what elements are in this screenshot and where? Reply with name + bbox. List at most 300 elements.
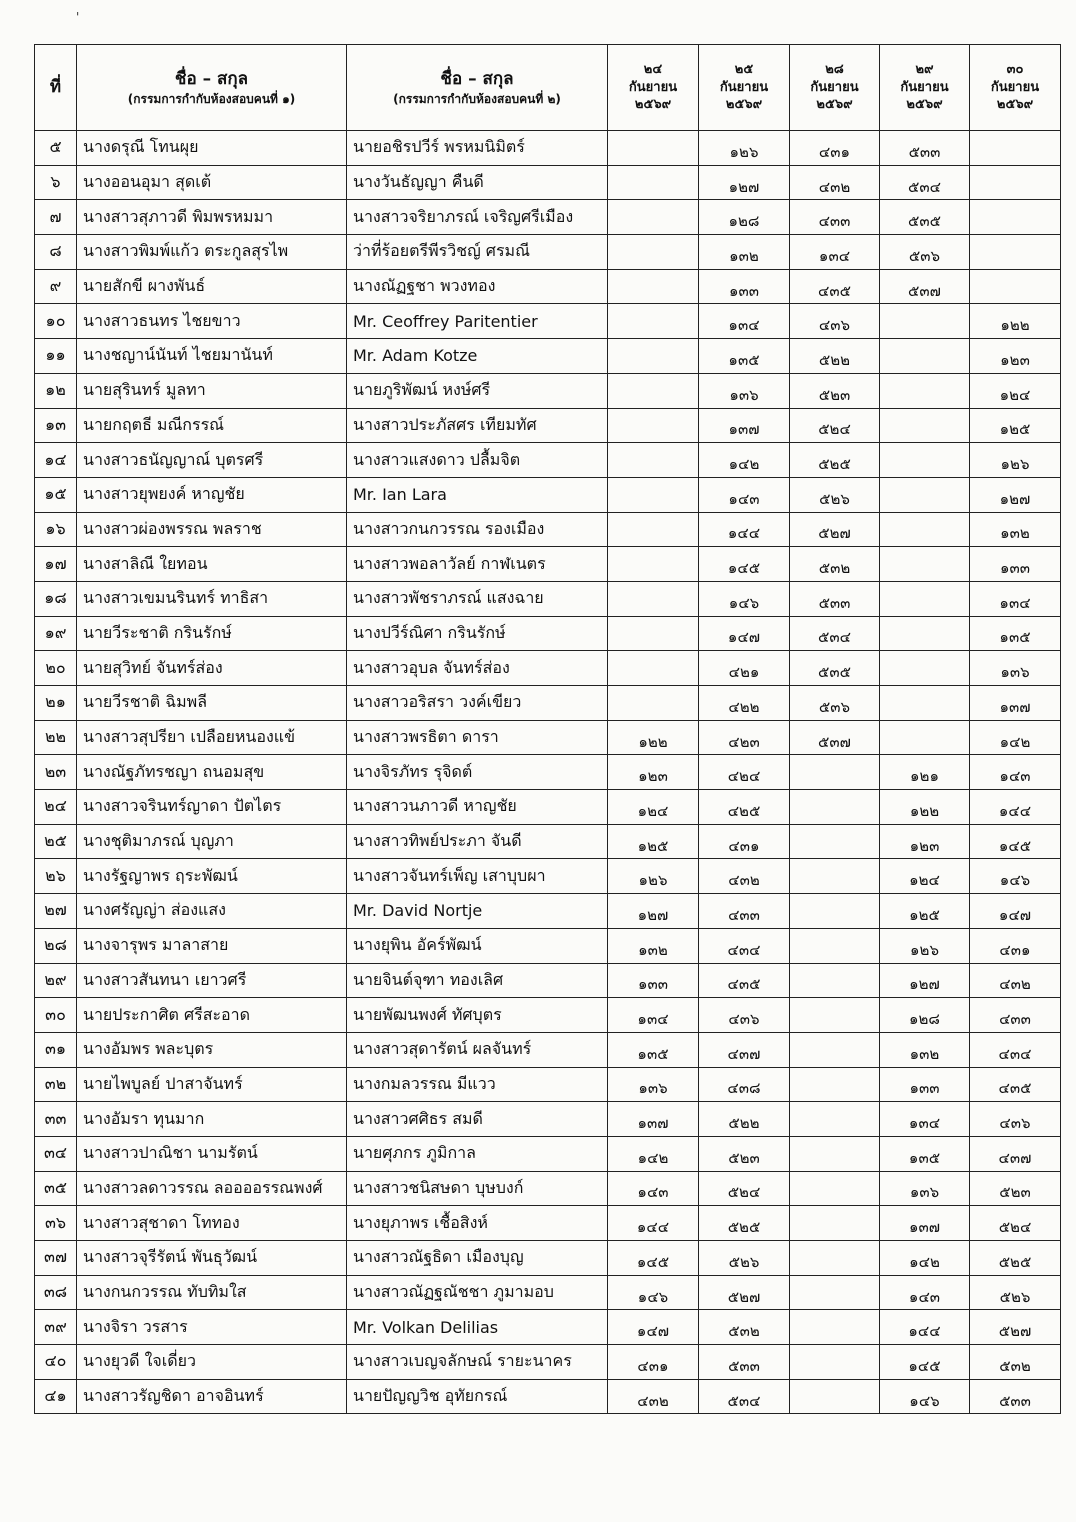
- room-number-day-3: [790, 1171, 880, 1206]
- room-number-day-4: ๑๒๑: [880, 755, 970, 790]
- room-number-day-4: [880, 304, 970, 339]
- row-number: ๒๙: [35, 963, 77, 998]
- proctor-2-name: ว่าที่ร้อยตรีพีรวิชญ์ ศรมณี: [347, 235, 608, 270]
- room-number-day-2: ๑๔๗: [699, 616, 790, 651]
- room-number-day-3: [790, 894, 880, 929]
- row-number: ๓๓: [35, 1102, 77, 1137]
- room-number-day-2: ๔๓๔: [699, 928, 790, 963]
- room-number-day-4: ๕๓๓: [880, 131, 970, 166]
- row-number: ๔๑: [35, 1379, 77, 1414]
- room-number-day-2: ๑๓๒: [699, 235, 790, 270]
- room-number-day-5: ๔๓๒: [970, 963, 1061, 998]
- proctor-1-name: นางสาวผ่องพรรณ พลราช: [77, 512, 347, 547]
- room-number-day-4: [880, 373, 970, 408]
- room-number-day-4: ๑๓๓: [880, 1067, 970, 1102]
- proctor-2-name: นางสาวพอลาวัลย์ กาฬเนตร: [347, 547, 608, 582]
- room-number-day-3: [790, 755, 880, 790]
- proctor-1-name: นางสาวสันทนา เยาวศรี: [77, 963, 347, 998]
- table-row: [35, 1032, 1061, 1067]
- room-number-day-2: ๕๒๔: [699, 1171, 790, 1206]
- row-number: ๑๕: [35, 477, 77, 512]
- proctor-2-name: นางสาวอุบล จันทร์ส่อง: [347, 651, 608, 686]
- table-row: [35, 131, 1061, 166]
- row-number: ๒๔: [35, 790, 77, 825]
- header-date-29: ๒๙ กันยายน ๒๕๖๙: [880, 45, 970, 131]
- proctor-1-name: นายสักขี ผางพันธ์: [77, 269, 347, 304]
- proctor-2-name: นางกมลวรรณ มีแวว: [347, 1067, 608, 1102]
- room-number-day-4: ๑๒๗: [880, 963, 970, 998]
- room-number-day-1: ๑๓๔: [608, 998, 699, 1033]
- proctor-2-name: นางสาวกนกวรรณ รองเมือง: [347, 512, 608, 547]
- proctor-2-name: นางยุพิน อัคร์พัฒน์: [347, 928, 608, 963]
- table-row: [35, 790, 1061, 825]
- room-number-day-4: [880, 651, 970, 686]
- room-number-day-3: ๕๓๖: [790, 686, 880, 721]
- row-number: ๙: [35, 269, 77, 304]
- row-number: ๓๐: [35, 998, 77, 1033]
- proctor-1-name: นางสาวธนัญญาณ์ บุตรศรี: [77, 443, 347, 478]
- table-row: [35, 963, 1061, 998]
- room-number-day-2: ๑๔๕: [699, 547, 790, 582]
- row-number: ๓๙: [35, 1310, 77, 1345]
- table-row: [35, 165, 1061, 200]
- row-number: ๑๔: [35, 443, 77, 478]
- proctor-1-name: นางสาวสุปรียา เปลือยหนองแข้: [77, 720, 347, 755]
- room-number-day-1: [608, 581, 699, 616]
- proctor-2-name: นายศุภกร ภูมิกาล: [347, 1136, 608, 1171]
- row-number: ๑๑: [35, 339, 77, 374]
- room-number-day-4: [880, 686, 970, 721]
- room-number-day-3: ๔๓๑: [790, 131, 880, 166]
- row-number: ๔๐: [35, 1345, 77, 1380]
- room-number-day-1: [608, 269, 699, 304]
- room-number-day-4: [880, 443, 970, 478]
- proctor-1-name: นางอัมรา ทุนมาก: [77, 1102, 347, 1137]
- row-number: ๕: [35, 131, 77, 166]
- proctor-1-name: นางสาวพิมพ์แก้ว ตระกูลสุรไพ: [77, 235, 347, 270]
- table-row: [35, 928, 1061, 963]
- table-row: [35, 477, 1061, 512]
- room-number-day-3: ๔๓๓: [790, 200, 880, 235]
- room-number-day-5: ๔๓๔: [970, 1032, 1061, 1067]
- room-number-day-3: ๕๓๒: [790, 547, 880, 582]
- room-number-day-4: [880, 477, 970, 512]
- room-number-day-5: ๕๒๕: [970, 1241, 1061, 1276]
- row-number: ๓๕: [35, 1171, 77, 1206]
- header-date-28: ๒๘ กันยายน ๒๕๖๙: [790, 45, 880, 131]
- room-number-day-1: [608, 131, 699, 166]
- proctor-1-name: นายวีรชาติ ฉิมพลี: [77, 686, 347, 721]
- row-number: ๒๖: [35, 859, 77, 894]
- table-header-row: [35, 45, 1061, 131]
- room-number-day-5: [970, 131, 1061, 166]
- table-row: [35, 859, 1061, 894]
- proctor-1-name: นายประกาศิต ศรีสะอาด: [77, 998, 347, 1033]
- room-number-day-2: ๔๒๒: [699, 686, 790, 721]
- room-number-day-4: [880, 339, 970, 374]
- room-number-day-2: ๔๓๗: [699, 1032, 790, 1067]
- proctor-2-name: นางสาวนภาวดี หาญชัย: [347, 790, 608, 825]
- room-number-day-4: ๑๓๗: [880, 1206, 970, 1241]
- room-number-day-3: ๕๓๗: [790, 720, 880, 755]
- header-date-30: ๓๐ กันยายน ๒๕๖๙: [970, 45, 1061, 131]
- proctor-1-name: นางยุวดี ใจเดี่ยว: [77, 1345, 347, 1380]
- room-number-day-3: ๔๓๕: [790, 269, 880, 304]
- room-number-day-3: ๕๒๒: [790, 339, 880, 374]
- proctor-2-name: Mr. Ceoffrey Paritentier: [347, 304, 608, 339]
- header-date-25: ๒๕ กันยายน ๒๕๖๙: [699, 45, 790, 131]
- room-number-day-1: ๑๓๖: [608, 1067, 699, 1102]
- proctor-1-name: นางสาวจรินทร์ญาดา ปัตไตร: [77, 790, 347, 825]
- room-number-day-2: ๔๒๔: [699, 755, 790, 790]
- header-name-2: ชื่อ – สกุล (กรรมการกำกับห้องสอบคนที่ ๒): [347, 45, 608, 131]
- room-number-day-3: [790, 963, 880, 998]
- room-number-day-4: ๑๔๕: [880, 1345, 970, 1380]
- room-number-day-5: ๑๔๓: [970, 755, 1061, 790]
- room-number-day-2: ๑๓๕: [699, 339, 790, 374]
- row-number: ๑๐: [35, 304, 77, 339]
- room-number-day-5: ๑๒๔: [970, 373, 1061, 408]
- proctor-2-name: นางสาวอริสรา วงค์เขียว: [347, 686, 608, 721]
- room-number-day-3: ๕๒๔: [790, 408, 880, 443]
- room-number-day-3: [790, 824, 880, 859]
- proctor-1-name: นางศรัญญ่า ส่องแสง: [77, 894, 347, 929]
- room-number-day-5: ๑๓๔: [970, 581, 1061, 616]
- room-number-day-1: [608, 200, 699, 235]
- room-number-day-3: [790, 1067, 880, 1102]
- table-row: [35, 824, 1061, 859]
- room-number-day-3: [790, 998, 880, 1033]
- row-number: ๓๖: [35, 1206, 77, 1241]
- room-number-day-3: [790, 1310, 880, 1345]
- proctor-1-name: นางสาลิณี ใยทอน: [77, 547, 347, 582]
- proctor-2-name: นางสาวสุดารัตน์ ผลจันทร์: [347, 1032, 608, 1067]
- room-number-day-4: [880, 720, 970, 755]
- room-number-day-1: ๑๔๒: [608, 1136, 699, 1171]
- table-row: [35, 235, 1061, 270]
- row-number: ๑๘: [35, 581, 77, 616]
- table-row: [35, 755, 1061, 790]
- table-row: [35, 1345, 1061, 1380]
- room-number-day-5: [970, 200, 1061, 235]
- room-number-day-2: ๔๒๑: [699, 651, 790, 686]
- room-number-day-4: ๑๔๒: [880, 1241, 970, 1276]
- room-number-day-4: ๑๒๓: [880, 824, 970, 859]
- room-number-day-1: [608, 235, 699, 270]
- room-number-day-4: ๑๒๖: [880, 928, 970, 963]
- table-row: [35, 1206, 1061, 1241]
- proctor-1-name: นางออนอุมา สุดเต้: [77, 165, 347, 200]
- room-number-day-2: ๔๓๘: [699, 1067, 790, 1102]
- proctor-2-name: นางสาวเบญจลักษณ์ รายะนาคร: [347, 1345, 608, 1380]
- room-number-day-5: ๑๒๗: [970, 477, 1061, 512]
- room-number-day-3: [790, 928, 880, 963]
- proctor-2-name: นางสาวจริยาภรณ์ เจริญศรีเมือง: [347, 200, 608, 235]
- room-number-day-2: ๕๒๗: [699, 1275, 790, 1310]
- table-row: [35, 373, 1061, 408]
- proctor-2-name: นายปัญญวิช อุทัยกรณ์: [347, 1379, 608, 1414]
- room-number-day-1: ๔๓๒: [608, 1379, 699, 1414]
- proctor-1-name: นางชุติมาภรณ์ บุญภา: [77, 824, 347, 859]
- proctor-1-name: นางสาวสุภาวดี พิมพรหมมา: [77, 200, 347, 235]
- room-number-day-5: ๑๔๗: [970, 894, 1061, 929]
- table-row: [35, 1379, 1061, 1414]
- room-number-day-3: ๕๓๓: [790, 581, 880, 616]
- row-number: ๗: [35, 200, 77, 235]
- room-number-day-5: ๔๓๕: [970, 1067, 1061, 1102]
- room-number-day-3: [790, 1345, 880, 1380]
- room-number-day-1: [608, 408, 699, 443]
- proctor-1-name: นายสุวิทย์ จันทร์ส่อง: [77, 651, 347, 686]
- room-number-day-4: [880, 616, 970, 651]
- room-number-day-1: ๑๒๕: [608, 824, 699, 859]
- proctor-1-name: นางอัมพร พละบุตร: [77, 1032, 347, 1067]
- room-number-day-1: ๑๔๔: [608, 1206, 699, 1241]
- header-date-24: ๒๔ กันยายน ๒๕๖๙: [608, 45, 699, 131]
- room-number-day-5: ๕๒๓: [970, 1171, 1061, 1206]
- room-number-day-1: [608, 512, 699, 547]
- room-number-day-1: [608, 304, 699, 339]
- scan-speck: ': [76, 10, 80, 24]
- proctor-1-name: นางสาวธนทร ไชยขาว: [77, 304, 347, 339]
- room-number-day-4: ๕๓๔: [880, 165, 970, 200]
- room-number-day-5: ๑๔๒: [970, 720, 1061, 755]
- room-number-day-4: ๑๔๔: [880, 1310, 970, 1345]
- room-number-day-3: [790, 1032, 880, 1067]
- room-number-day-5: ๔๓๖: [970, 1102, 1061, 1137]
- room-number-day-2: ๑๒๖: [699, 131, 790, 166]
- room-number-day-5: ๑๒๒: [970, 304, 1061, 339]
- room-number-day-5: ๑๒๖: [970, 443, 1061, 478]
- room-number-day-5: ๕๒๖: [970, 1275, 1061, 1310]
- room-number-day-1: [608, 477, 699, 512]
- exam-proctor-schedule-table: [34, 44, 1061, 1414]
- room-number-day-1: [608, 373, 699, 408]
- proctor-2-name: นายภูริพัฒน์ หงษ์ศรี: [347, 373, 608, 408]
- proctor-1-name: นางสาวลดาวรรณ ลออออรรณพงศ์: [77, 1171, 347, 1206]
- proctor-1-name: นางกนกวรรณ ทับทิมใส: [77, 1275, 347, 1310]
- row-number: ๓๒: [35, 1067, 77, 1102]
- proctor-1-name: นางสาวเขมนรินทร์ ทาธิสา: [77, 581, 347, 616]
- room-number-day-3: [790, 1206, 880, 1241]
- room-number-day-1: ๑๒๔: [608, 790, 699, 825]
- room-number-day-2: ๕๒๕: [699, 1206, 790, 1241]
- proctor-1-name: นางสาวรัญชิดา อาจอินทร์: [77, 1379, 347, 1414]
- room-number-day-3: [790, 1275, 880, 1310]
- proctor-2-name: นางสาวพัชราภรณ์ แสงฉาย: [347, 581, 608, 616]
- table-body: [35, 131, 1061, 1414]
- room-number-day-3: ๕๓๔: [790, 616, 880, 651]
- proctor-1-name: นางสาวปาณิชา นามรัตน์: [77, 1136, 347, 1171]
- room-number-day-4: ๑๓๔: [880, 1102, 970, 1137]
- row-number: ๒๗: [35, 894, 77, 929]
- room-number-day-2: ๔๓๒: [699, 859, 790, 894]
- table-row: [35, 304, 1061, 339]
- room-number-day-5: ๑๔๖: [970, 859, 1061, 894]
- table-row: [35, 998, 1061, 1033]
- table-row: [35, 512, 1061, 547]
- row-number: ๒๒: [35, 720, 77, 755]
- room-number-day-1: ๑๒๖: [608, 859, 699, 894]
- room-number-day-1: [608, 165, 699, 200]
- room-number-day-1: ๑๓๗: [608, 1102, 699, 1137]
- table-row: [35, 720, 1061, 755]
- table-row: [35, 1067, 1061, 1102]
- row-number: ๑๓: [35, 408, 77, 443]
- table-row: [35, 443, 1061, 478]
- proctor-2-name: Mr. David Nortje: [347, 894, 608, 929]
- proctor-2-name: นายอชิรปวีร์ พรหมนิมิตร์: [347, 131, 608, 166]
- proctor-1-name: นายกฤตธี มณีกรรณ์: [77, 408, 347, 443]
- room-number-day-4: [880, 408, 970, 443]
- proctor-1-name: นางณัฐภัทรชญา ถนอมสุข: [77, 755, 347, 790]
- proctor-2-name: Mr. Adam Kotze: [347, 339, 608, 374]
- proctor-2-name: นางวันธัญญา คืนดี: [347, 165, 608, 200]
- table-row: [35, 1171, 1061, 1206]
- proctor-2-name: นางสาวแสงดาว ปลื้มจิต: [347, 443, 608, 478]
- room-number-day-3: ๕๓๕: [790, 651, 880, 686]
- room-number-day-2: ๔๓๓: [699, 894, 790, 929]
- proctor-1-name: นางสาวจุรีรัตน์ พันธุวัฒน์: [77, 1241, 347, 1276]
- room-number-day-2: ๕๓๓: [699, 1345, 790, 1380]
- room-number-day-1: ๑๒๓: [608, 755, 699, 790]
- header-name-1: ชื่อ – สกุล (กรรมการกำกับห้องสอบคนที่ ๑): [77, 45, 347, 131]
- proctor-2-name: นางสาวจันทร์เพ็ญ เสาบุบผา: [347, 859, 608, 894]
- room-number-day-2: ๑๓๓: [699, 269, 790, 304]
- row-number: ๒๓: [35, 755, 77, 790]
- row-number: ๒๐: [35, 651, 77, 686]
- row-number: ๑๗: [35, 547, 77, 582]
- room-number-day-2: ๑๓๗: [699, 408, 790, 443]
- room-number-day-3: [790, 1379, 880, 1414]
- header-no: ที่: [35, 45, 77, 131]
- room-number-day-4: ๑๒๕: [880, 894, 970, 929]
- room-number-day-1: ๑๒๒: [608, 720, 699, 755]
- room-number-day-4: ๑๒๔: [880, 859, 970, 894]
- room-number-day-5: ๑๓๓: [970, 547, 1061, 582]
- proctor-2-name: นางณัฏฐชา พวงทอง: [347, 269, 608, 304]
- room-number-day-1: ๑๒๗: [608, 894, 699, 929]
- row-number: ๒๘: [35, 928, 77, 963]
- room-number-day-2: ๑๔๓: [699, 477, 790, 512]
- table-row: [35, 200, 1061, 235]
- proctor-2-name: Mr. Volkan Delilias: [347, 1310, 608, 1345]
- proctor-2-name: Mr. Ian Lara: [347, 477, 608, 512]
- room-number-day-2: ๕๓๔: [699, 1379, 790, 1414]
- room-number-day-1: ๑๔๗: [608, 1310, 699, 1345]
- proctor-2-name: นางสาวณัฐธิดา เมืองบุญ: [347, 1241, 608, 1276]
- room-number-day-5: ๕๒๔: [970, 1206, 1061, 1241]
- proctor-2-name: นายจินต์จุฑา ทองเลิศ: [347, 963, 608, 998]
- row-number: ๘: [35, 235, 77, 270]
- row-number: ๑๒: [35, 373, 77, 408]
- room-number-day-2: ๔๒๕: [699, 790, 790, 825]
- proctor-1-name: นายวีระชาติ กรินรักษ์: [77, 616, 347, 651]
- room-number-day-3: [790, 790, 880, 825]
- room-number-day-2: ๕๒๒: [699, 1102, 790, 1137]
- proctor-2-name: นางสาวศศิธร สมดี: [347, 1102, 608, 1137]
- row-number: ๑๙: [35, 616, 77, 651]
- proctor-2-name: นางสาวทิพย์ประภา จันดี: [347, 824, 608, 859]
- room-number-day-4: ๑๔๓: [880, 1275, 970, 1310]
- room-number-day-5: ๔๓๗: [970, 1136, 1061, 1171]
- proctor-1-name: นางจารุพร มาลาสาย: [77, 928, 347, 963]
- table-row: [35, 1102, 1061, 1137]
- table-row: [35, 1241, 1061, 1276]
- room-number-day-4: ๑๔๖: [880, 1379, 970, 1414]
- room-number-day-3: ๔๓๖: [790, 304, 880, 339]
- room-number-day-4: ๑๓๕: [880, 1136, 970, 1171]
- proctor-1-name: นางสาวยุพยงค์ หาญชัย: [77, 477, 347, 512]
- room-number-day-4: [880, 547, 970, 582]
- room-number-day-5: ๑๒๓: [970, 339, 1061, 374]
- room-number-day-4: ๕๓๖: [880, 235, 970, 270]
- room-number-day-2: ๔๒๓: [699, 720, 790, 755]
- proctor-1-name: นางดรุณี โทนผุย: [77, 131, 347, 166]
- room-number-day-1: ๑๓๕: [608, 1032, 699, 1067]
- room-number-day-2: ๑๓๖: [699, 373, 790, 408]
- row-number: ๓๗: [35, 1241, 77, 1276]
- proctor-1-name: นางรัฐญาพร ฤระพัฒน์: [77, 859, 347, 894]
- room-number-day-2: ๔๓๕: [699, 963, 790, 998]
- room-number-day-2: ๔๓๖: [699, 998, 790, 1033]
- room-number-day-5: ๑๓๗: [970, 686, 1061, 721]
- proctor-1-name: นายสุรินทร์ มูลทา: [77, 373, 347, 408]
- room-number-day-3: ๕๒๗: [790, 512, 880, 547]
- room-number-day-5: ๑๓๒: [970, 512, 1061, 547]
- row-number: ๓๔: [35, 1136, 77, 1171]
- proctor-2-name: นายพัฒนพงศ์ ทัศบุตร: [347, 998, 608, 1033]
- room-number-day-1: ๑๓๒: [608, 928, 699, 963]
- room-number-day-3: ๕๒๖: [790, 477, 880, 512]
- row-number: ๑๖: [35, 512, 77, 547]
- proctor-2-name: นางยุภาพร เชื้อสิงห์: [347, 1206, 608, 1241]
- room-number-day-2: ๕๒๓: [699, 1136, 790, 1171]
- room-number-day-5: [970, 165, 1061, 200]
- room-number-day-3: ๕๒๕: [790, 443, 880, 478]
- room-number-day-2: ๕๓๒: [699, 1310, 790, 1345]
- room-number-day-3: [790, 859, 880, 894]
- row-number: ๓๘: [35, 1275, 77, 1310]
- row-number: ๖: [35, 165, 77, 200]
- room-number-day-2: ๔๓๑: [699, 824, 790, 859]
- table-row: [35, 581, 1061, 616]
- proctor-2-name: นางสาวประภัสศร เทียมทัศ: [347, 408, 608, 443]
- table-row: [35, 269, 1061, 304]
- room-number-day-2: ๑๓๔: [699, 304, 790, 339]
- room-number-day-1: [608, 443, 699, 478]
- room-number-day-1: ๑๔๕: [608, 1241, 699, 1276]
- proctor-2-name: นางสาวณัฏฐณัชชา ภูมามอบ: [347, 1275, 608, 1310]
- room-number-day-2: ๑๒๗: [699, 165, 790, 200]
- table-row: [35, 894, 1061, 929]
- room-number-day-4: ๕๓๕: [880, 200, 970, 235]
- room-number-day-4: ๕๓๗: [880, 269, 970, 304]
- room-number-day-5: ๑๒๕: [970, 408, 1061, 443]
- room-number-day-5: [970, 269, 1061, 304]
- table-row: [35, 686, 1061, 721]
- room-number-day-2: ๑๔๒: [699, 443, 790, 478]
- room-number-day-5: ๕๓๓: [970, 1379, 1061, 1414]
- room-number-day-2: ๑๔๔: [699, 512, 790, 547]
- proctor-2-name: นางจิรภัทร รุจิดต์: [347, 755, 608, 790]
- room-number-day-5: ๔๓๓: [970, 998, 1061, 1033]
- room-number-day-3: ๔๓๒: [790, 165, 880, 200]
- room-number-day-5: ๑๔๔: [970, 790, 1061, 825]
- room-number-day-1: ๔๓๑: [608, 1345, 699, 1380]
- room-number-day-5: ๑๓๖: [970, 651, 1061, 686]
- table-row: [35, 1310, 1061, 1345]
